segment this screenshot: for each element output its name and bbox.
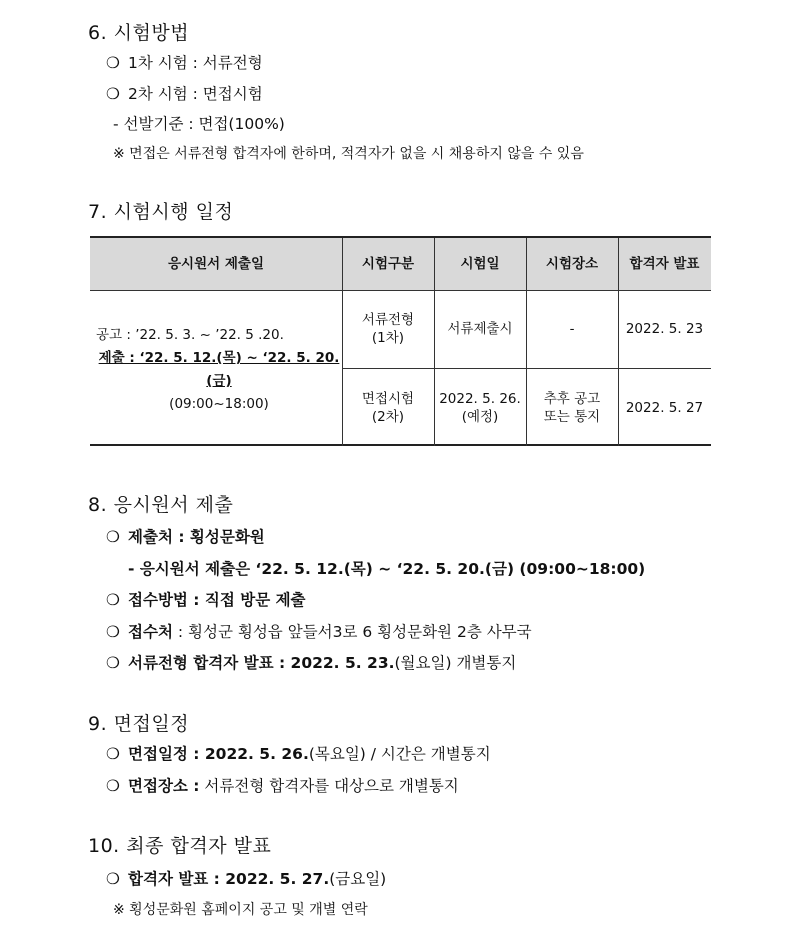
s8-method: ❍ 접수방법 : 직접 방문 제출 [106, 591, 306, 609]
submit-period: 제출 : ‘22. 5. 12.(목) ~ ‘22. 5. 20.(금) [98, 350, 340, 389]
bullet-icon: ❍ [106, 745, 120, 763]
table-row-2-type: 면접시험 (2차) [361, 390, 415, 425]
s6-item-2: ❍ 2차 시험 : 면접시험 [106, 85, 263, 103]
header-place: 시험장소 [545, 256, 599, 272]
submit-period-cell [90, 290, 342, 446]
bullet-icon: ❍ [106, 591, 120, 609]
section-8-title: 8. 응시원서 제출 [88, 494, 234, 516]
s6-sub: - 선발기준 : 면접(100%) [113, 115, 285, 133]
table-row-2-place: 추후 공고 또는 통지 [543, 390, 601, 425]
section-6-title: 6. 시험방법 [88, 22, 190, 44]
bullet-icon: ❍ [106, 54, 120, 72]
table-row-2-result: 2022. 5. 27 [625, 399, 704, 416]
s10-note: ※ 횡성문화원 홈페이지 공고 및 개별 연락 [113, 902, 368, 918]
bullet-icon: ❍ [106, 777, 120, 795]
table-row-1-date: 서류제출시 [447, 321, 513, 337]
s6-item-1: ❍ 1차 시험 : 서류전형 [106, 54, 263, 72]
s8-place: ❍ 접수처 : 횡성군 횡성읍 앞들서3로 6 횡성문화원 2층 사무국 [106, 623, 532, 641]
section-7-title: 7. 시험시행 일정 [88, 201, 234, 223]
header-type: 시험구분 [361, 256, 415, 272]
table-row-2-date: 2022. 5. 26. (예정) [439, 390, 521, 425]
s8-result: ❍ 서류전형 합격자 발표 : 2022. 5. 23.(월요일) 개별통지 [106, 654, 517, 672]
s9-date: ❍ 면접일정 : 2022. 5. 26.(목요일) / 시간은 개별통지 [106, 745, 491, 763]
schedule-table [90, 236, 711, 446]
bullet-icon: ❍ [106, 654, 120, 672]
table-row-1-place: - [569, 321, 575, 337]
bullet-icon: ❍ [106, 623, 120, 641]
bullet-icon: ❍ [106, 528, 120, 546]
bullet-icon: ❍ [106, 870, 120, 888]
header-submit-date: 응시원서 제출일 [168, 256, 264, 272]
section-9-title: 9. 면접일정 [88, 713, 190, 735]
s8-where: ❍ 제출처 : 횡성문화원 [106, 528, 265, 546]
notice-period: 공고 : ’22. 5. 3. ~ ’22. 5 .20. [96, 327, 284, 343]
s9-place: ❍ 면접장소 : 서류전형 합격자를 대상으로 개별통지 [106, 777, 459, 795]
submit-hours: (09:00~18:00) [169, 396, 269, 412]
header-result: 합격자 발표 [629, 256, 700, 272]
header-date: 시험일 [460, 256, 500, 272]
section-10-title: 10. 최종 합격자 발표 [88, 835, 272, 857]
table-row-1-type: 서류전형 (1차) [361, 312, 415, 346]
s8-where-sub: - 응시원서 제출은 ‘22. 5. 12.(목) ~ ‘22. 5. 20.(금) (09:00~18:00) [128, 560, 646, 578]
s10-result: ❍ 합격자 발표 : 2022. 5. 27.(금요일) [106, 870, 387, 888]
bullet-icon: ❍ [106, 85, 120, 103]
s6-note: ※ 면접은 서류전형 합격자에 한하며, 적격자가 없을 시 채용하지 않을 수 있음 [113, 146, 584, 162]
table-row-1-result: 2022. 5. 23 [625, 321, 704, 337]
